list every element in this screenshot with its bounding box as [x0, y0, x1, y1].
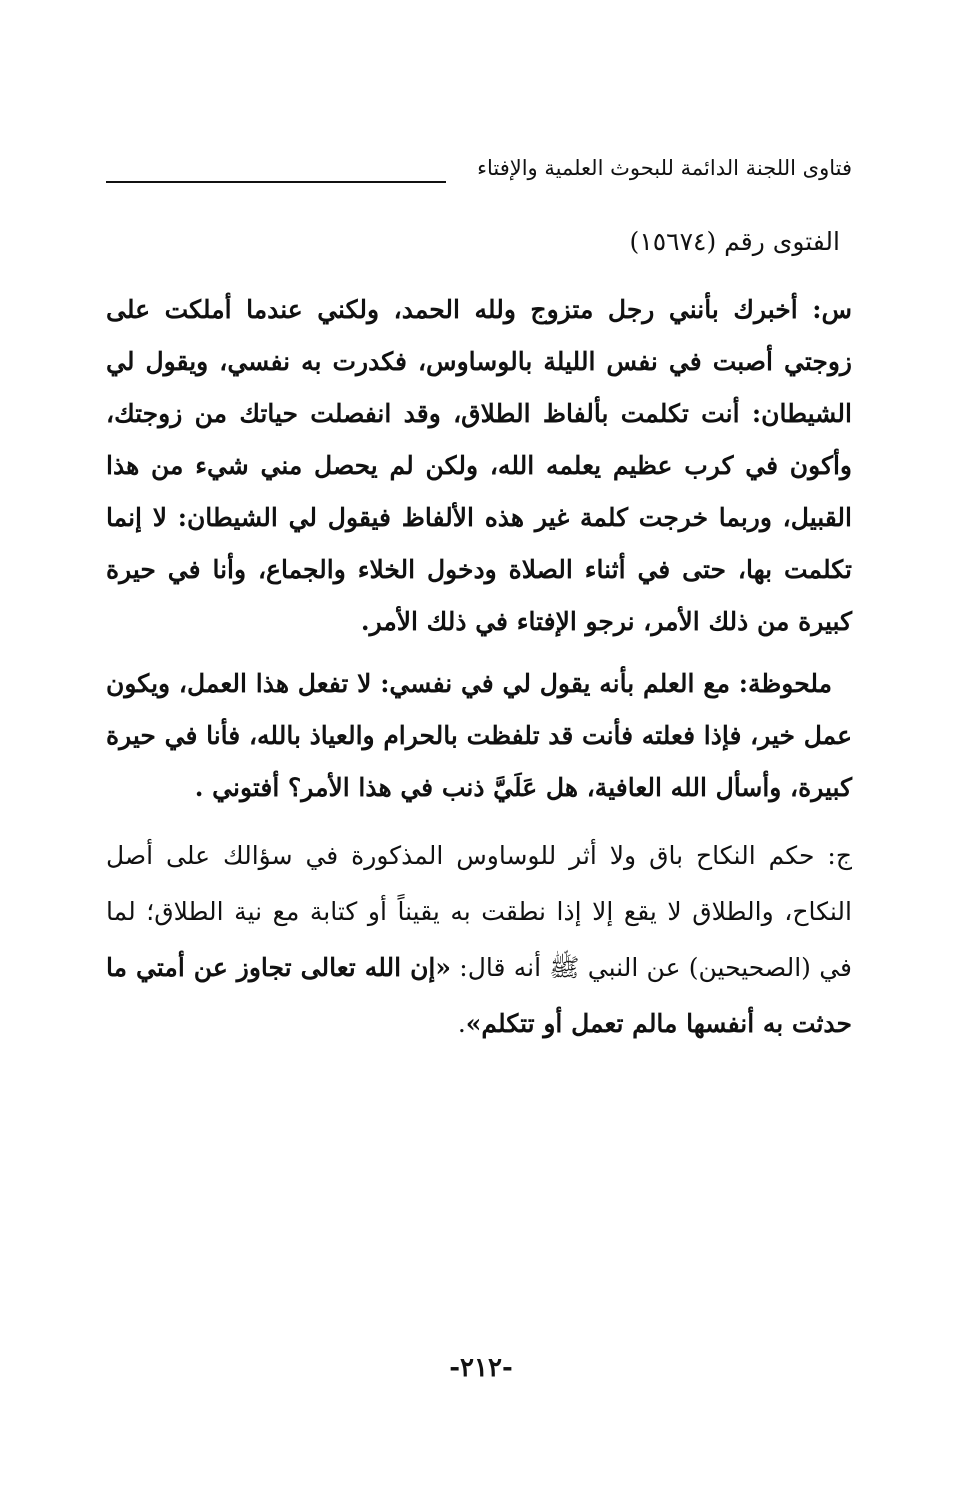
page-number: -٢١٢- — [449, 1353, 513, 1383]
note-paragraph: ملحوظة: مع العلم بأنه يقول لي في نفسي: لا تفعل هذا العمل، ويكون عمل خير، فإذا فعلته فأنت قد تلفظت بالحرام والعياذ بالله، فأنا في حيرة كبيرة، وأسأل الله العافية، هل عَلَيَّ ذنب في هذا الأمر؟ أفتوني . — [106, 669, 852, 802]
answer-text: ج: حكم النكاح باق ولا أثر للوساوس المذكورة في سؤالك على أصل النكاح، والطلاق لا يقع إلا إذا نطقت به يقيناً أو كتابة مع نية الطلاق؛ لما في (الصحيحين) عن النبي ﷺ أنه قال: — [106, 841, 852, 982]
fatwa-body — [106, 222, 852, 1052]
answer-paragraph — [106, 828, 852, 1052]
header-rule — [106, 181, 446, 183]
fatwa-number: الفتوى رقم (١٥٦٧٤) — [629, 227, 840, 256]
running-header — [106, 150, 852, 194]
hadith-quote: «إن الله تعالى تجاوز عن أمتي ما حدثت به أنفسها مالم تعمل أو تتكلم» — [106, 953, 852, 1038]
question-paragraph: س: أخبرك بأنني رجل متزوج ولله الحمد، ولكني عندما أملكت على زوجتي أصبت في نفس الليلة بالوساوس، فكدرت به نفسي، ويقول لي الشيطان: أنت تكلمت بألفاظ الطلاق، وقد انفصلت حياتك من زوجتك، وأكون في كرب عظيم يعلمه الله، ولكن لم يحصل مني شيء من هذا القبيل، وربما خرجت كلمة غير هذه الألفاظ فيقول لي الشيطان: لا إنما تكلمت بها، حتى في أثناء الصلاة ودخول الخلاء والجماع، وأنا في حيرة كبيرة من ذلك الأمر، نرجو الإفتاء في ذلك الأمر. — [106, 295, 852, 636]
answer-end: . — [457, 1009, 466, 1038]
header-title: فتاوى اللجنة الدائمة للبحوث العلمية والإفتاء — [477, 156, 852, 180]
